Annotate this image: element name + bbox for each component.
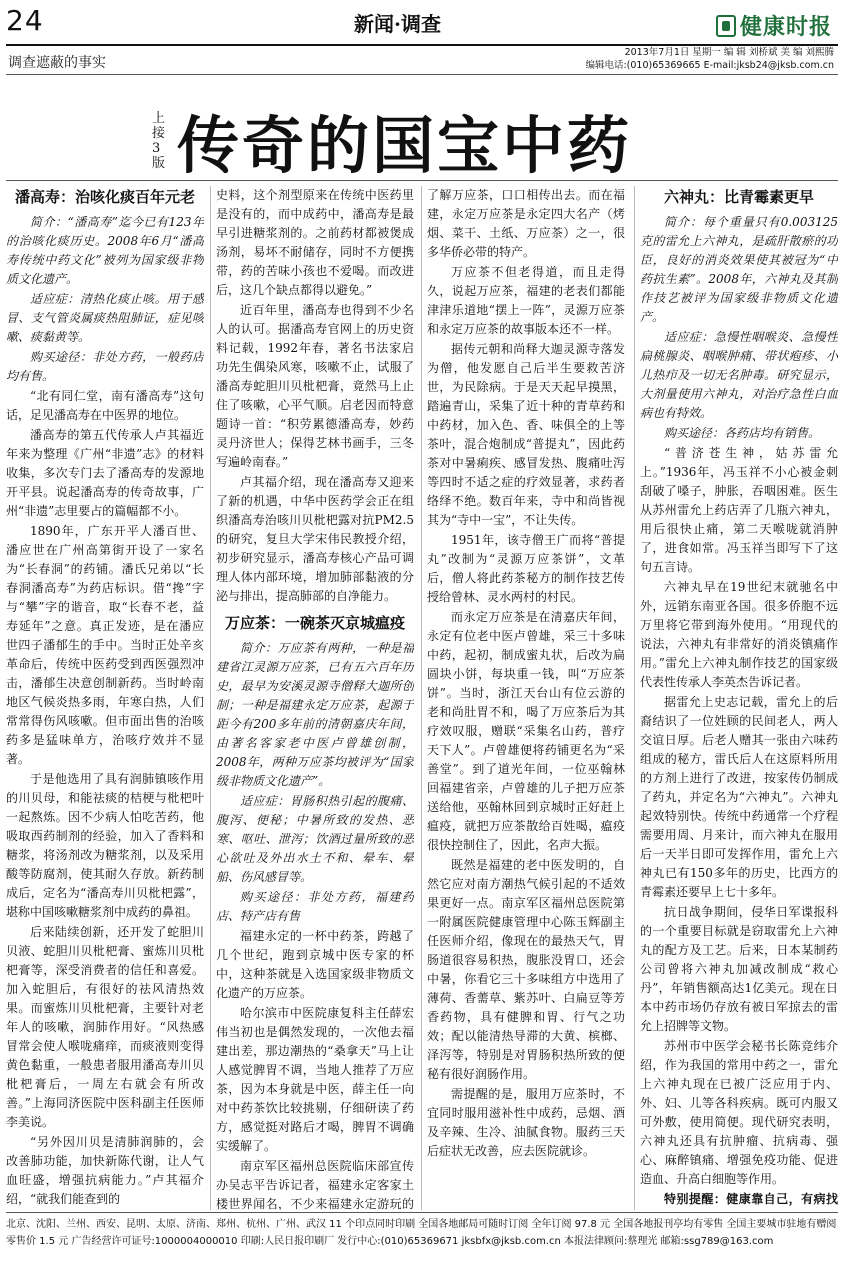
article-indication: 适应症：急慢性咽喉炎、急慢性扁桃腺炎、咽喉肿痛、带状疱疹、小儿热疖及一切无名肿毒。研究显示，大剂量使用六神丸，对治疗急性白血病也有特效。 [640, 330, 838, 420]
article-paragraph: 需提醒的是，服用万应茶时，不宜同时服用滋补性中成药，忌烟、酒及辛辣、生冷、油腻食物。服药三天后症状无改善，应去医院就诊。 [427, 1087, 625, 1158]
headline-block [152, 96, 632, 185]
article-paragraph: 于是他选用了具有润肺镇咳作用的川贝母，和能祛痰的桔梗与枇杷叶一起熬炼。因不少病人怕吃苦药，他吸取西药制剂的经验，加入了香料和糖浆，将汤剂改为糖浆剂，以及采用酸等防腐剂，使其耐久存放。新药制成后，定名为“潘高寿川贝枇杷露”，堪称中国咳嗽糖浆剂中成药的鼻祖。 [6, 772, 204, 919]
meta-contact: 编辑电话:(010)65369665 E-mail:jksb24@jksb.com.cn [585, 60, 834, 71]
article-paragraph: 1890年，广东开平人潘百世、潘应世在广州高第街开设了一家名为“长春洞”的药铺。潘氏兄弟以“长春洞潘高寿”为药店标识。借“搀”字与“攀”字的谐音，取“长春不老，益寿延年”之意。真正发迹，是在潘应世四子潘郁生的手中。当时正处辛亥革命后，传统中医药受到西医强烈冲击，潘郁生决意创制新药。当时岭南地区气候炎热多雨，年寒白热，人们常常得伤风咳嗽。但市面出售的治咳药多是猛味单方，治咳疗效并不显著。 [6, 524, 204, 766]
article-intro: 简介：“潘高寿”迄今已有123年的治咳化痰历史。2008年6月“潘高寿传统中药文化”被列为国家级非物质文化遗产。 [6, 215, 204, 286]
headline-rule [6, 180, 838, 181]
kicker-char: 3 [152, 140, 161, 156]
article-indication: 适应症：胃肠积热引起的腹痛、腹泻、便秘；中暑所致的发热、恶寒、呕吐、泄泻；饮酒过量所致的恶心欲吐及外出水土不和、晕车、晕船、伤风感冒等。 [216, 794, 414, 884]
page-number: 24 [6, 4, 44, 37]
article-paragraph: 了解万应茶，口口相传出去。而在福建，永定万应茶是永定四大名产（烤烟、菜干、土纸、万应茶）之一，很多华侨必带的特产。 [427, 188, 625, 259]
meta-editors: 2013年7月1日 星期一 编 辑 刘桥斌 美 编 刘熙腾 [624, 47, 834, 58]
article-paragraph: 抗日战争期间，侵华日军谍报科的一个重要目标就是窃取雷允上六神丸的配方及工艺。后来，日本某制药公司曾将六神丸加减改制成“救心丹”，年销售额高达1亿美元。现在日本中药市场仍存放有被日军掠去的雷允上招牌等文物。 [640, 905, 838, 1033]
article-column-3 [427, 186, 625, 1210]
article-paragraph: “另外因川贝是清肺润肺的，会改善肺功能，加快新陈代谢，让人气血旺盛，增强抗病能力。”卢其福介绍，“就我们能查到的 [6, 1135, 204, 1206]
kicker-char: 版 [152, 155, 166, 171]
article-reminder: 特别提醒：健康靠自己，有病找 [664, 1192, 838, 1206]
article-paragraph: 哈尔滨市中医院康复科主任薛宏伟当初也是偶然发现的，一次他去福建出差，那边潮热的“桑拿天”马上让人感觉脾胃不调，当地人推荐了万应茶，因为本身就是中医，薛主任一向对中药茶饮比较挑剔，仔细研读了药方，感觉挺对路后才喝，脾胃不调确实缓解了。 [216, 1006, 414, 1153]
article-paragraph: 据传元朝和尚释大迦灵源寺落发为僧，他发愿自己后半生要救苦济世，为民除病。于是天天起早摸黑，踏遍青山，采集了近十种的青草药和中药材，加入色、香、味俱全的上等茶叶，混合炮制成“普提丸”，因此药茶对中暑痢疾、感冒发热、腹痛吐泻等四时不适之症的疗效显著，求药者络绎不绝。数百年来，寺中和尚皆视其为“寺中一宝”，不让失传。 [427, 342, 625, 527]
footer-publishing-info: 零售价 1.5 元 广告经营许可证号:1000004000010 印刷:人民日报印刷厂 发行中心:(010)65369671 jksbfx@jksb.com.cn 本报法律顾问:蔡理光 邮箱:ssg789@163.com [6, 1236, 774, 1247]
kicker-char: 上 [152, 110, 166, 126]
article-heading: 潘高寿：治咳化痰百年元老 [14, 188, 195, 206]
masthead-meta [585, 46, 834, 72]
article-liushenwan [640, 186, 838, 1210]
kicker-char: 接 [152, 125, 166, 141]
footer [6, 1216, 838, 1250]
footer-rule [6, 1212, 838, 1213]
article-paragraph: 既然是福建的老中医发明的，自然它应对南方潮热气候引起的不适效果更好一点。南京军区福州总医院第一附属医院健康管理中心陈玉辉副主任医师介绍，像现在的最热天气，胃肠道很容易积热，腹胀没胃口，还会中暑，你看它三十多味组方中选用了薄荷、香薷草、紫苏叶、白扁豆等芳香药物，具有健脾和胃、行气之功效；配以能清热导滞的大黄、槟榔、泽泻等，特别是对胃肠积热所致的便秘有很好润肠作用。 [427, 858, 625, 1081]
column-separator [634, 186, 635, 1210]
column-separator [210, 186, 211, 1210]
article-purchase: 购买途径：各药店均有销售。 [664, 426, 821, 440]
article-paragraph: “普济苍生神，姑苏雷允上。”1936年，冯玉祥不小心被金刺刮破了嗓子，肿胀，吞咽困难。医生从苏州雷允上药店弄了几瓶六神丸，用后很快止痛，第二天喉咙就消肿了，进食如常。冯玉祥当即写下了这句五言诗。 [640, 446, 838, 574]
subhead-rule [6, 74, 838, 75]
article-paragraph: 据雷允上史志记载，雷允上的后裔结识了一位姓顾的民间老人，两人交谊日厚。后老人赠其一张由六味药组成的秘方，雷氏后人在这原料所用的方剂上进行了改进，按家传仍制成了药丸，并定名为“六神丸”。六神丸起效特别快。传统中药通常一个疗程需要用周、月来计，而六神丸在服用后一天半日即可发挥作用，雷允上六神丸已有150多年的历史，比西方的青霉素还要早上七十多年。 [640, 695, 838, 899]
article-paragraph: 1951年，该寺僧王广而将“普提丸”改制为“灵源万应茶饼”，文革后，僧人将此药茶秘方的制作技艺传授给曾林、灵水两村的村民。 [427, 533, 625, 604]
column-name: 调查遮蔽的事实 [8, 55, 106, 71]
article-heading: 六神丸：比青霉素更早 [663, 188, 814, 206]
footer-distribution: 北京、沈阳、兰州、西安、昆明、太原、济南、郑州、杭州、广州、武汉 11 个印点同时印刷 全国各地邮局可随时订阅 全年订阅 97.8 元 全国各地报刊亭均有零售 全国主要城市驻地有赠阅 [6, 1219, 837, 1230]
continued-kicker [152, 111, 165, 171]
logo-text: 健康时报 [739, 14, 832, 40]
article-paragraph: “北有同仁堂，南有潘高寿”这句话，足见潘高寿在中医界的地位。 [6, 389, 204, 422]
headline: 传奇的国宝中药 [177, 109, 633, 182]
article-paragraph: 卢其福介绍，现在潘高寿又迎来了新的机遇，中华中医药学会正在组织潘高寿治咳川贝枇杷露对抗PM2.5的研究，复旦大学宋伟民教授介绍，初步研究显示，潘高寿核心产品可调理人体内部环境，增加肺部黏液的分泌与排出，提高肺部的自净能力。 [216, 475, 414, 603]
article-paragraph: 而永定万应茶是在清嘉庆年间，永定有位老中医卢曾雄，采三十多味中药，起初，制成蜜丸状，后改为扁圆块小饼，每块重一钱，叫“万应茶饼”。当时，浙江天台山有位云游的老和尚肚胃不和，喝了万应茶后为其疗效叹服，赠联“采集名山药，普疗天下人”。卢曾雄便将药铺更名为“采善堂”。到了道光年间，一位巫翰林回福建省亲，卢曾雄的儿子把万应茶送给他，巫翰林回到京城时正好赶上瘟疫，就把万应茶散给百姓喝，瘟疫很快控制住了，因此，名声大振。 [427, 610, 625, 852]
article-paragraph: 苏州市中医学会秘书长陈竞纬介绍，作为我国的常用中药之一，雷允上六神丸现在已被广泛应用于内、外、妇、儿等各科疾病。既可内服又可外敷，使用简便。现代研究表明，六神丸还具有抗肿瘤、抗病毒、强心、麻醉镇痛、增强免疫功能、促进造血、升高白细胞等作用。 [640, 1039, 838, 1186]
article-indication: 适应症：清热化痰止咳。用于感冒、支气管炎属痰热阻肺证，症见咳嗽、痰黏黄等。 [6, 292, 204, 344]
article-intro: 简介：万应茶有两种，一种是福建省江灵源万应茶，已有五六百年历史，最早为安溪灵源寺僧释大迦所创制；一种是福建永定万应茶，起源于距今有200多年前的清朝嘉庆年间，由著名客家老中医卢曾雄创制，2008年，两种万应茶均被评为“国家级非物质文化遗产”。 [216, 641, 414, 788]
article-heading: 万应茶：一碗茶灭京城瘟疫 [224, 614, 405, 632]
article-paragraph: 后来陆续创新，还开发了蛇胆川贝液、蛇胆川贝枇杷膏、蜜炼川贝枇杷膏等，深受消费者的信任和喜爱。加入蛇胆后，有很好的祛风清热效果。而蜜炼川贝枇杷膏，主要针对老年人的咳嗽，润肺作用好。“风热感冒常会使人喉咙痛痒，而痰液则变得黄色黏重，一般患者服用潘高寿川贝枇杷膏后，一周左右就会有所改善。”上海同济医院中医科副主任医师李美说。 [6, 925, 204, 1129]
article-paragraph: 近百年里，潘高寿也得到不少名人的认可。据潘高寿官网上的历史资料记载，1992年春，著名书法家启功先生偶染风寒，咳嗽不止，试服了潘高寿蛇胆川贝枇杷膏，竟然马上止住了咳嗽，心平气顺。启老因而特意题诗一首：“积劳累德潘高寿，妙药灵丹济世人；保得艺林书画手，三冬写遍岭南春。” [216, 303, 414, 469]
article-paragraph: 福建永定的一杯中药茶，跨越了几个世纪，跑到京城中医专家的杯中，这种茶就是入选国家级非物质文化遗产的万应茶。 [216, 929, 414, 1000]
article-column-2 [216, 186, 414, 1210]
article-intro: 简介：每个重量只有0.003125克的雷允上六神丸，是疏肝散瘀的功臣，良好的消炎效果使其被冠为“中药抗生素”。2008年，六神丸及其制作技艺被评为国家级非物质文化遗产。 [640, 215, 838, 324]
article-paragraph: 南京军区福州总医院临床部宣传办吴志平告诉记者，福建永定客家土楼世界闻名，不少来福建永定游玩的 [216, 1159, 414, 1210]
article-purchase: 购买途径：非处方药，福建药店、特产店有售 [216, 890, 414, 923]
logo-icon [716, 15, 736, 37]
article-paragraph: 史料，这个剂型原来在传统中医药里是没有的，而中成药中，潘高寿是最早引进糖浆剂的。之前药材都被煲成汤剂，易坏不耐储存，同时不方便携带，药的苦味小孩也不爱喝。而改进后，这几个缺点都得以避免。” [216, 188, 414, 297]
column-separator [421, 186, 422, 1210]
article-paragraph: 潘高寿的第五代传承人卢其福近年来为整理《广州“非遗”志》的材料收集，多次专门去了潘高寿的发源地开平县。说起潘高寿的传奇故事，广州“非遗”志里要占的篇幅都不小。 [6, 428, 204, 518]
article-panggaoshou [6, 186, 204, 1210]
masthead-logo[interactable] [716, 10, 832, 41]
article-purchase: 购买途径：非处方药，一般药店均有售。 [6, 350, 204, 383]
section-title: 新闻·调查 [354, 12, 441, 36]
article-paragraph: 万应茶不但老得道，而且走得久，说起万应茶，福建的老表们都能津津乐道地“摆上一阵”，灵源万应茶和永定万应茶的故事版本还不一样。 [427, 265, 625, 336]
article-paragraph: 六神丸早在19世纪末就驰名中外，远销东南亚各国。很多侨胞不远万里将它带到海外使用。“用现代的说法，六神丸有非常好的消炎镇痛作用。”雷允上六神丸制作技艺的国家级代表性传承人李英杰告诉记者。 [640, 580, 838, 689]
